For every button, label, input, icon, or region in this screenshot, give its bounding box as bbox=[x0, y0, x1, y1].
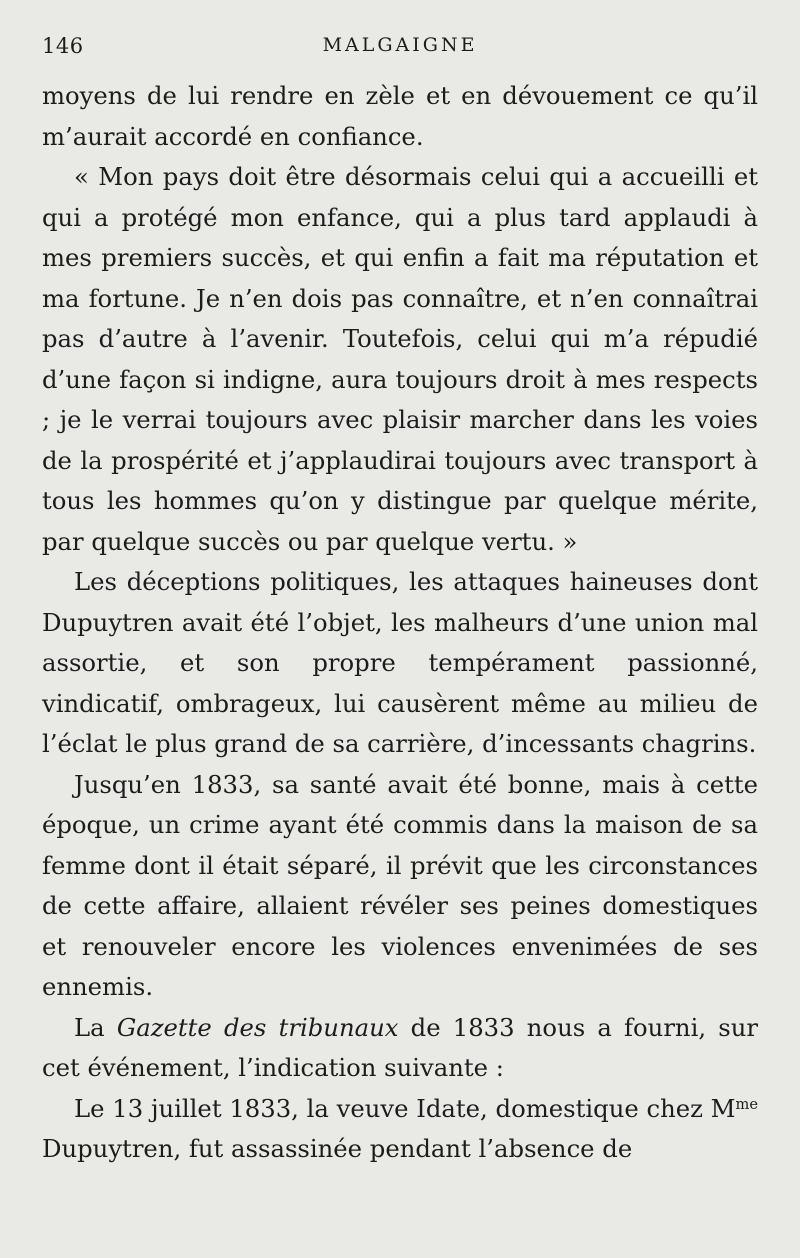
running-title: MALGAIGNE bbox=[322, 34, 478, 56]
paragraph-gazette bbox=[42, 1008, 758, 1089]
paragraph-sante: Jusqu’en 1833, sa santé avait été bonne, mais à cette époque, un crime ayant été commis dans la maison de sa femme dont il était séparé, il prévit que les circonstances de cette affaire, allaient révéler ses peines domestiques et renouveler encore les violences envenimées de ses ennemis. bbox=[42, 769, 758, 1001]
page-number: 146 bbox=[42, 34, 84, 58]
body-text bbox=[42, 76, 758, 1170]
gazette-text-before: La bbox=[74, 1012, 105, 1042]
running-head bbox=[42, 34, 758, 64]
paragraph-deceptions: Les déceptions politiques, les attaques haineuses dont Dupuytren avait été l’objet, les malheurs d’une union mal assortie, et son propre tempérament passionné, vindicatif, ombrageux, lui causèrent même au milieu de l’éclat le plus grand de sa carrière, d’incessants chagrins. bbox=[42, 567, 758, 758]
gazette-text-after: de 1833 nous a fourni, sur cet événement, l’indication suivante : bbox=[42, 1012, 758, 1082]
juillet-text-before: Le 13 juillet 1833, la veuve Idate, domestique chez M bbox=[74, 1093, 736, 1123]
gazette-title: Gazette des tribunaux bbox=[116, 1012, 399, 1042]
paragraph-continuation: moyens de lui rendre en zèle et en dévouement ce qu’il m’aurait accordé en confiance. bbox=[42, 81, 758, 151]
paragraph-juillet bbox=[42, 1089, 758, 1170]
juillet-text-after: Dupuytren, fut assassinée pendant l’absence de bbox=[42, 1134, 633, 1163]
madame-superscript: me bbox=[735, 1095, 758, 1113]
paragraph-quotation: « Mon pays doit être désormais celui qui a accueilli et qui a protégé mon enfance, qui a plus tard applaudi à mes premiers succès, et qui enfin a fait ma réputation et ma fortune. Je n’en dois pas connaître, et n’en connaîtrai pas d’autre à l’avenir. Toutefois, celui qui m’a répudié d’une façon si indigne, aura toujours droit à mes respects ; je le verrai toujours avec plaisir marcher dans les voies de la prospérité et j’applaudirai toujours avec transport à tous les hommes qu’on y distingue par quelque mérite, par quelque succès ou par quelque vertu. » bbox=[42, 162, 758, 556]
